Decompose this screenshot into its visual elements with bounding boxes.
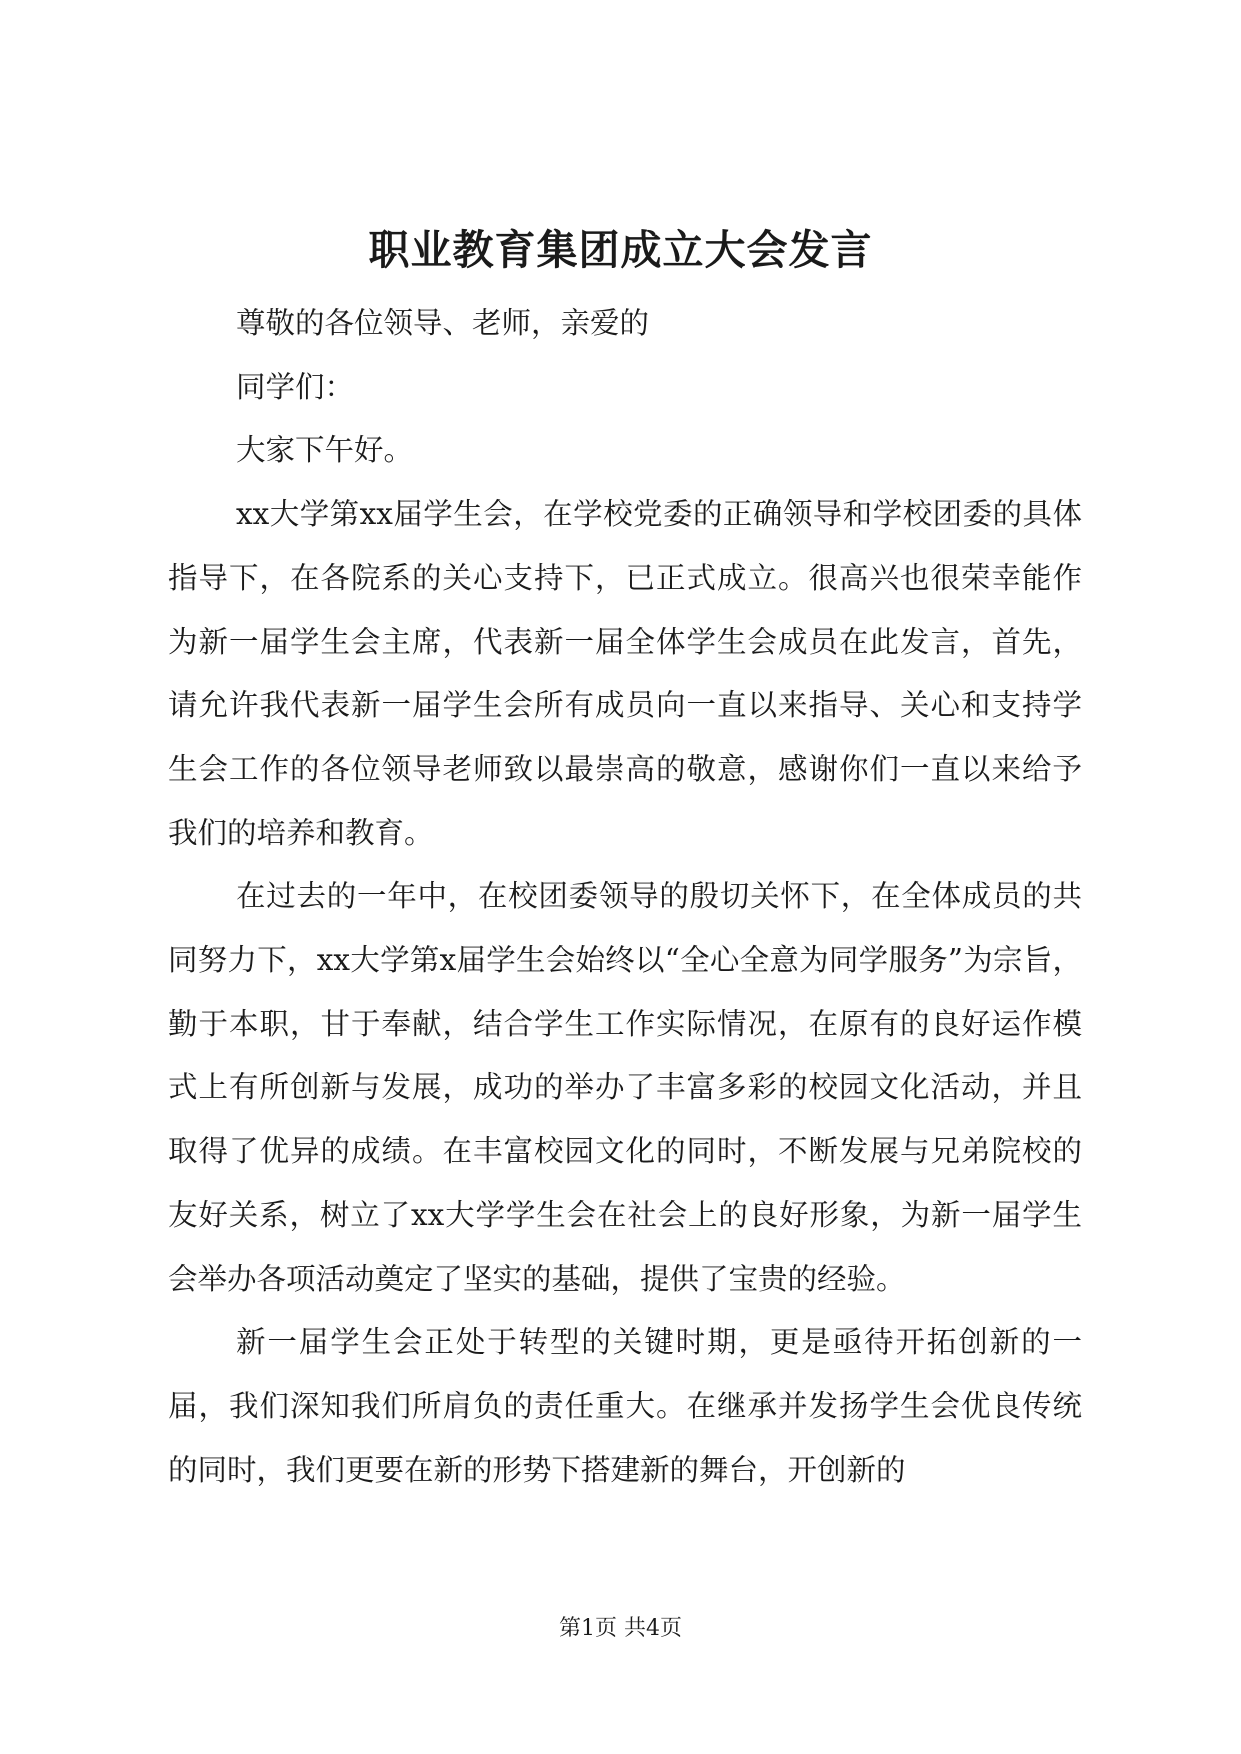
salutation-line-1: 尊敬的各位领导、老师，亲爱的 [236, 306, 650, 340]
page-footer: 第1页 共4页 [559, 1616, 682, 1641]
salutation-line-2: 同学们： [236, 369, 355, 404]
body-paragraph: 在过去的一年中，在校团委领导的殷切关怀下，在全体成员的共同努力下，xx大学第x届学生会始终以“全心全意为同学服务”为宗旨，勤于本职，甘于奉献，结合学生工作实际情况，在原有的良好运作模式上有所创新与发展，成功的举办了丰富多彩的校园文化活动，并且取得了优异的成绩。在丰富校园文化的同时，不断发展与兄弟院校的友好关系，树立了xx大学学生会在社会上的良好形象，为新一届学生会举办各项活动奠定了坚实的基础，提供了宝贵的经验。 [168, 879, 1082, 1296]
document-body [168, 292, 1082, 1502]
greeting-paragraph: 大家下午好。 [236, 433, 414, 468]
document-title: 职业教育集团成立大会发言 [368, 226, 873, 274]
body-paragraph: 新一届学生会正处于转型的关键时期，更是亟待开拓创新的一届，我们深知我们所肩负的责任重大。在继承并发扬学生会优良传统的同时，我们更要在新的形势下搭建新的舞台，开创新的 [168, 1325, 1082, 1487]
body-paragraph: xx大学第xx届学生会，在学校党委的正确领导和学校团委的具体指导下，在各院系的关心支持下，已正式成立。很高兴也很荣幸能作为新一届学生会主席，代表新一届全体学生会成员在此发言，首先，请允许我代表新一届学生会所有成员向一直以来指导、关心和支持学生会工作的各位领导老师致以最崇高的敬意，感谢你们一直以来给予我们的培养和教育。 [168, 497, 1082, 850]
